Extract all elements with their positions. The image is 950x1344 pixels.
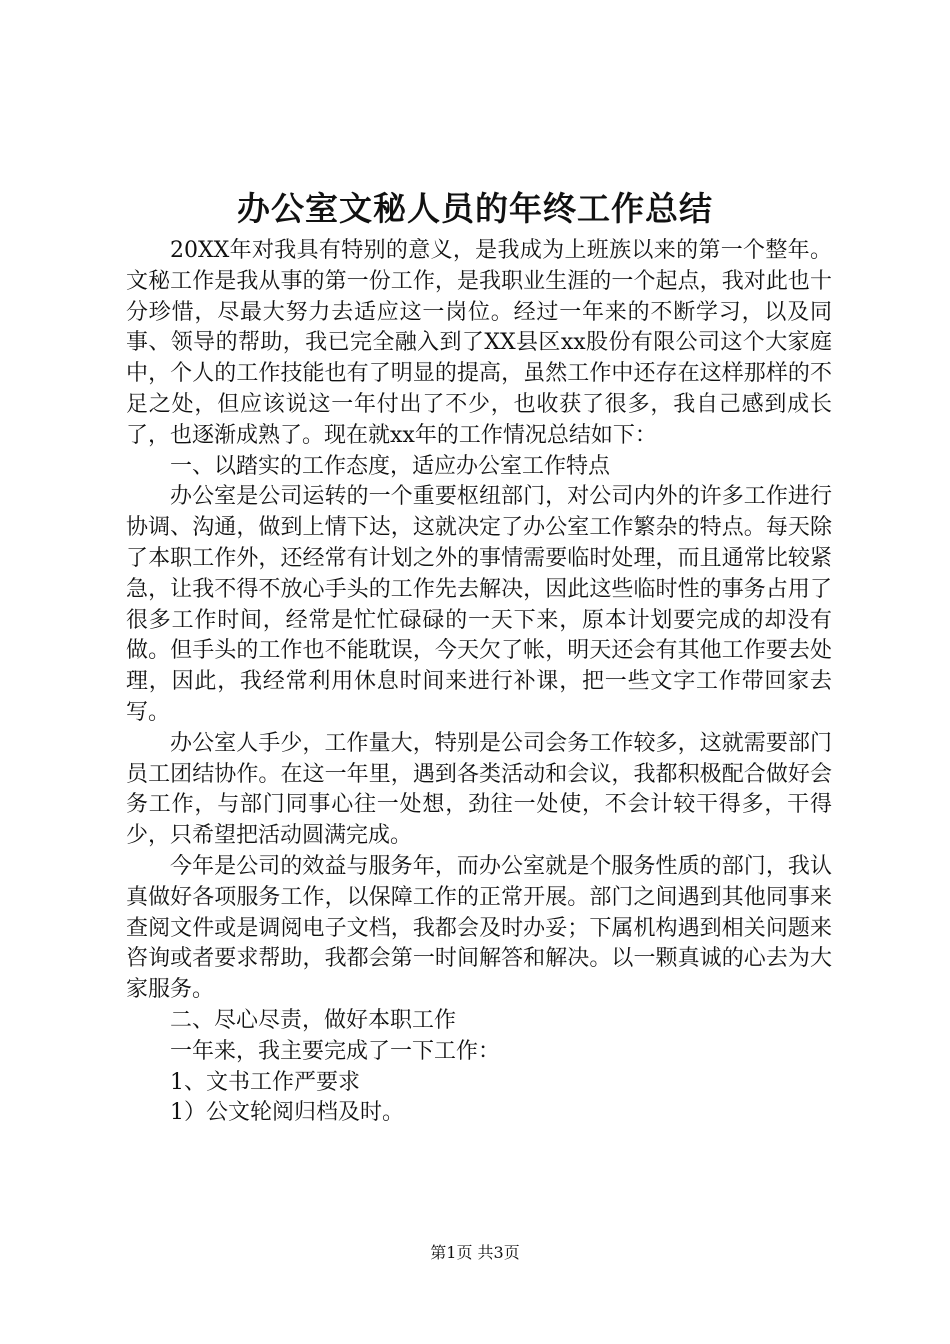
document-title: 办公室文秘人员的年终工作总结 <box>237 189 713 228</box>
paragraph-office-role: 办公室是公司运转的一个重要枢纽部门，对公司内外的许多工作进行协调、沟通，做到上情下达，这就决定了办公室工作繁杂的特点。每天除了本职工作外，还经常有计划之外的事情需要临时处理，而且通常比较紧急，让我不得不放心手头的工作先去解决，因此这些临时性的事务占用了很多工作时间，经常是忙忙碌碌的一天下来，原本计划要完成的却没有做。但手头的工作也不能耽误，今天欠了帐，明天还会有其他工作要去处理，因此，我经常利用休息时间来进行补课，把一些文字工作带回家去写。 <box>126 484 832 725</box>
paragraph-teamwork: 办公室人手少，工作量大，特别是公司会务工作较多，这就需要部门员工团结协作。在这一年里，遇到各类活动和会议，我都积极配合做好会务工作，与部门同事心往一处想，劲往一处使，不会计较干得多，干得少，只希望把活动圆满完成。 <box>126 730 832 849</box>
paragraph-service: 今年是公司的效益与服务年，而办公室就是个服务性质的部门，我认真做好各项服务工作，以保障工作的正常开展。部门之间遇到其他同事来查阅文件或是调阅电子文档，我都会及时办妥；下属机构遇到相关问题来咨询或者要求帮助，我都会第一时间解答和解决。以一颗真诚的心去为大家服务。 <box>126 853 832 1003</box>
paragraph-intro: 20XX年对我具有特别的意义，是我成为上班族以来的第一个整年。文秘工作是我从事的第一份工作，是我职业生涯的一个起点，我对此也十分珍惜，尽最大努力去适应这一岗位。经过一年来的不断学习，以及同事、领导的帮助，我已完全融入到了XX县区xx股份有限公司这个大家庭中，个人的工作技能也有了明显的提高，虽然工作中还存在这样那样的不足之处，但应该说这一年付出了不少，也收获了很多，我自己感到成长了，也逐渐成熟了。现在就xx年的工作情况总结如下： <box>126 238 832 448</box>
page-footer: 第1页 共3页 <box>430 1243 520 1262</box>
document-body <box>126 236 832 1129</box>
list-item-1: 1、文书工作严要求 <box>170 1069 360 1095</box>
list-subitem-1: 1）公文轮阅归档及时。 <box>170 1100 404 1126</box>
paragraph-work-intro: 一年来，我主要完成了一下工作： <box>170 1038 501 1064</box>
section-heading-2: 二、尽心尽责，做好本职工作 <box>170 1007 457 1033</box>
section-heading-1: 一、以踏实的工作态度，适应办公室工作特点 <box>170 453 611 479</box>
